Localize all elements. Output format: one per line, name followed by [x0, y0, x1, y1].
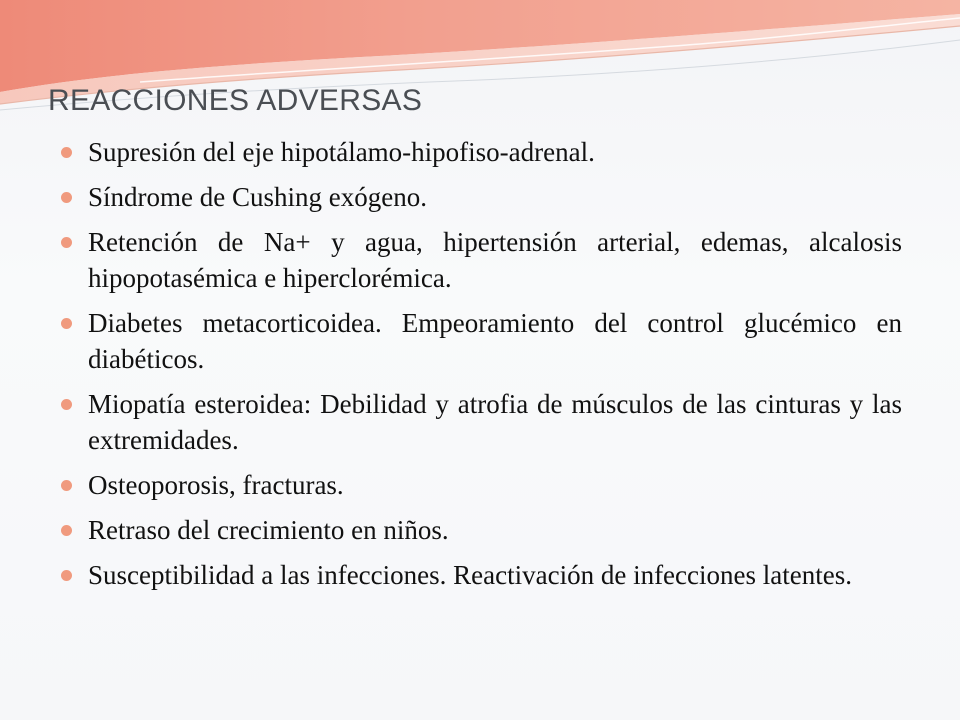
- bullet-text: Síndrome de Cushing exógeno.: [88, 182, 427, 212]
- bullet-item: [60, 224, 902, 296]
- bullet-item: [60, 386, 902, 458]
- bullet-text: Retención de Na+ y agua, hipertensión arterial, edemas, alcalosis hipopotasémica e hiperclorémica.: [88, 227, 902, 293]
- bullet-text: Retraso del crecimiento en niños.: [88, 515, 449, 545]
- bullet-text: Supresión del eje hipotálamo-hipofiso-adrenal.: [88, 137, 595, 167]
- bullet-item: [60, 512, 902, 548]
- bullet-text: Miopatía esteroidea: Debilidad y atrofia de músculos de las cinturas y las extremidades.: [88, 389, 902, 455]
- bullet-item: [60, 467, 902, 503]
- slide-title: REACCIONES ADVERSAS: [48, 84, 423, 117]
- bullet-dot-icon: [61, 570, 72, 581]
- bullet-dot-icon: [61, 399, 72, 410]
- bullet-item: [60, 557, 902, 593]
- bullet-dot-icon: [61, 318, 72, 329]
- bullet-list: [60, 134, 902, 602]
- bullet-dot-icon: [61, 192, 72, 203]
- bullet-item: [60, 305, 902, 377]
- bullet-text: Susceptibilidad a las infecciones. Reactivación de infecciones latentes.: [88, 560, 852, 590]
- bullet-text: Diabetes metacorticoidea. Empeoramiento del control glucémico en diabéticos.: [88, 308, 902, 374]
- bullet-dot-icon: [61, 525, 72, 536]
- bullet-dot-icon: [61, 237, 72, 248]
- bullet-item: [60, 134, 902, 170]
- bullet-dot-icon: [61, 480, 72, 491]
- bullet-text: Osteoporosis, fracturas.: [88, 470, 344, 500]
- bullet-item: [60, 179, 902, 215]
- bullet-dot-icon: [61, 147, 72, 158]
